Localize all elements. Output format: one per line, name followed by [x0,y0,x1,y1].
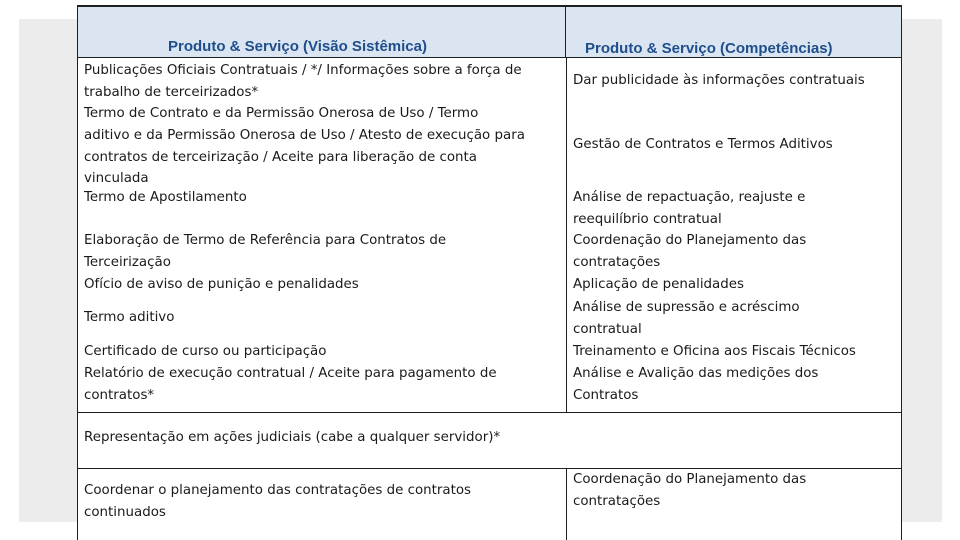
table-row [84,307,174,329]
left-cell-line: Termo de Apostilamento [84,190,247,205]
table-row [573,274,744,296]
left-cell-line: continuados [84,504,166,520]
table-row [84,480,471,524]
table-row [573,341,856,363]
table-row [84,427,500,449]
table-row [84,187,247,209]
table-row [573,363,818,407]
table-row [84,274,359,296]
left-cell-line: Ofício de aviso de punição e penalidades [84,277,359,292]
table-row [84,341,326,363]
right-cell-line: reequilíbrio contratual [573,211,722,227]
right-cell-line: Gestão de Contratos e Termos Aditivos [573,137,833,152]
right-cell-line: contratações [573,254,661,270]
table-row [84,230,446,274]
header-systemic-view: Produto & Serviço (Visão Sistêmica) [168,38,427,55]
left-cell-line: Termo aditivo [84,310,175,325]
left-cell-line: Representação em ações judiciais (cabe a qualquer servidor)* [84,430,501,445]
left-cell-line: Terceirização [84,254,171,270]
header-left-cell [78,5,566,58]
table-row [573,70,865,92]
column-divider [566,58,567,413]
header-right-cell [566,5,901,58]
left-cell-line: trabalho de terceirizados* [84,84,259,100]
products-services-table [77,5,902,540]
right-cell-line: Dar publicidade às informações contratuais [573,73,865,88]
right-cell-line: contratações [573,493,661,509]
table-row [573,230,806,274]
right-cell-line: contratual [573,321,642,337]
right-cell-line: Contratos [573,387,639,403]
row-separator [78,412,901,413]
left-cell-line: Certificado de curso ou participação [84,344,327,359]
right-cell-line: Aplicação de penalidades [573,277,744,292]
table-row [573,187,805,231]
table-row [84,363,497,407]
left-cell-line: contratos de terceirização / Aceite para liberação de conta [84,149,478,165]
left-cell-line: Termo de Contrato e da Permissão Onerosa de Uso / Termo [84,106,479,121]
left-cell-line: vinculada [84,171,149,187]
left-cell-line: aditivo e da Permissão Onerosa de Uso / Atesto de execução para [84,127,525,143]
table-row [573,134,833,156]
left-cell-line: Publicações Oficiais Contratuais / */ Informações sobre a força de [84,63,522,78]
right-cell-line: Análise de repactuação, reajuste e [573,190,806,205]
right-cell-line: Análise de supressão e acréscimo [573,300,800,315]
left-cell-line: contratos* [84,387,155,403]
left-cell-line: Elaboração de Termo de Referência para Contratos de [84,233,447,248]
column-divider [566,468,567,540]
right-cell-line: Análise e Avalição das medições dos [573,366,819,381]
table-row [573,469,806,513]
header-competencies: Produto & Serviço (Competências) [585,40,833,57]
right-cell-line: Coordenação do Planejamento das [573,233,807,248]
right-cell-line: Treinamento e Oficina aos Fiscais Técnicos [573,344,856,359]
left-cell-line: Relatório de execução contratual / Aceite para pagamento de [84,366,497,381]
table-row [84,60,522,104]
left-cell-line: Coordenar o planejamento das contratações de contratos [84,483,472,498]
table-row [573,297,800,341]
right-cell-line: Coordenação do Planejamento das [573,472,807,487]
table-row [84,103,525,190]
